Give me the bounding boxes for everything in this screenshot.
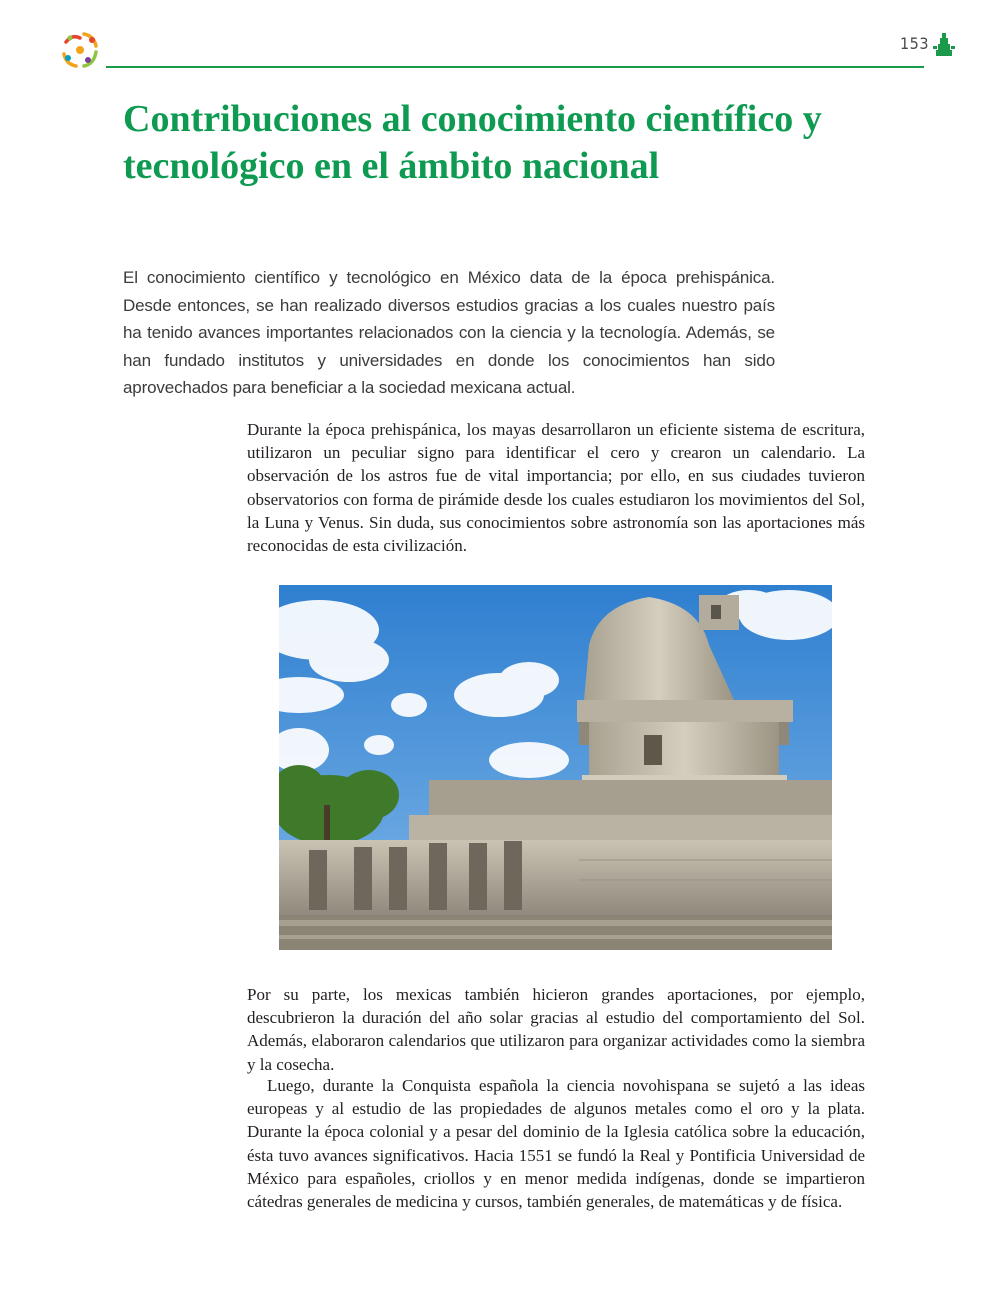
body-paragraph-conquista: Luego, durante la Conquista española la ciencia novohispana se sujetó a las ideas europeas y al estudio de las propiedades de algunos metales como el oro y la plata. Durante la época colonial y a pesar del dominio de la Iglesia católica sobre la educación, ésta tuvo avances significativos. Hacia 1551 se fundó la Real y Pontificia Universidad de México para españoles, criollos y en menor medida indígenas, donde se impartieron cátedras generales de medicina y cursos, también generales, de matemáticas y de física. (247, 1076, 865, 1212)
observatory-photo (279, 585, 832, 950)
pyramid-icon (932, 32, 956, 58)
header-rule (106, 66, 924, 68)
page-title: Contribuciones al conocimiento científico y tecnológico en el ámbito nacional (123, 98, 822, 187)
body-paragraph-mexicas: Por su parte, los mexicas también hicieron grandes aportaciones, por ejemplo, descubrieron la duración del año solar gracias al estudio del comportamiento del Sol. Además, elaboraron calendarios que utilizaron para organizar actividades como la siembra y la cosecha. (247, 985, 865, 1074)
page-number: 153 (900, 34, 929, 53)
intro-paragraph: El conocimiento científico y tecnológico en México data de la época prehispánica. Desde entonces, se han realizado diversos estudios gracias a los cuales nuestro país ha tenido avances importantes relacionados con la ciencia y la tecnología. Además, se han fundado institutos y universidades en donde los conocimientos han sido aprovechados para beneficiar a la sociedad mexicana actual. (123, 268, 775, 397)
body-paragraph-mayas: Durante la época prehispánica, los mayas desarrollaron un eficiente sistema de escritura, utilizaron un peculiar signo para identificar el cero y crearon un calendario. La observación de los astros fue de vital importancia; por ello, en sus ciudades tuvieron observatorios con forma de pirámide desde los cuales estudiaron los movimientos del Sol, la Luna y Venus. Sin duda, sus conocimientos sobre astronomía son las aportaciones más reconocidas de esta civilización. (247, 420, 865, 556)
series-logo-icon (58, 28, 102, 72)
